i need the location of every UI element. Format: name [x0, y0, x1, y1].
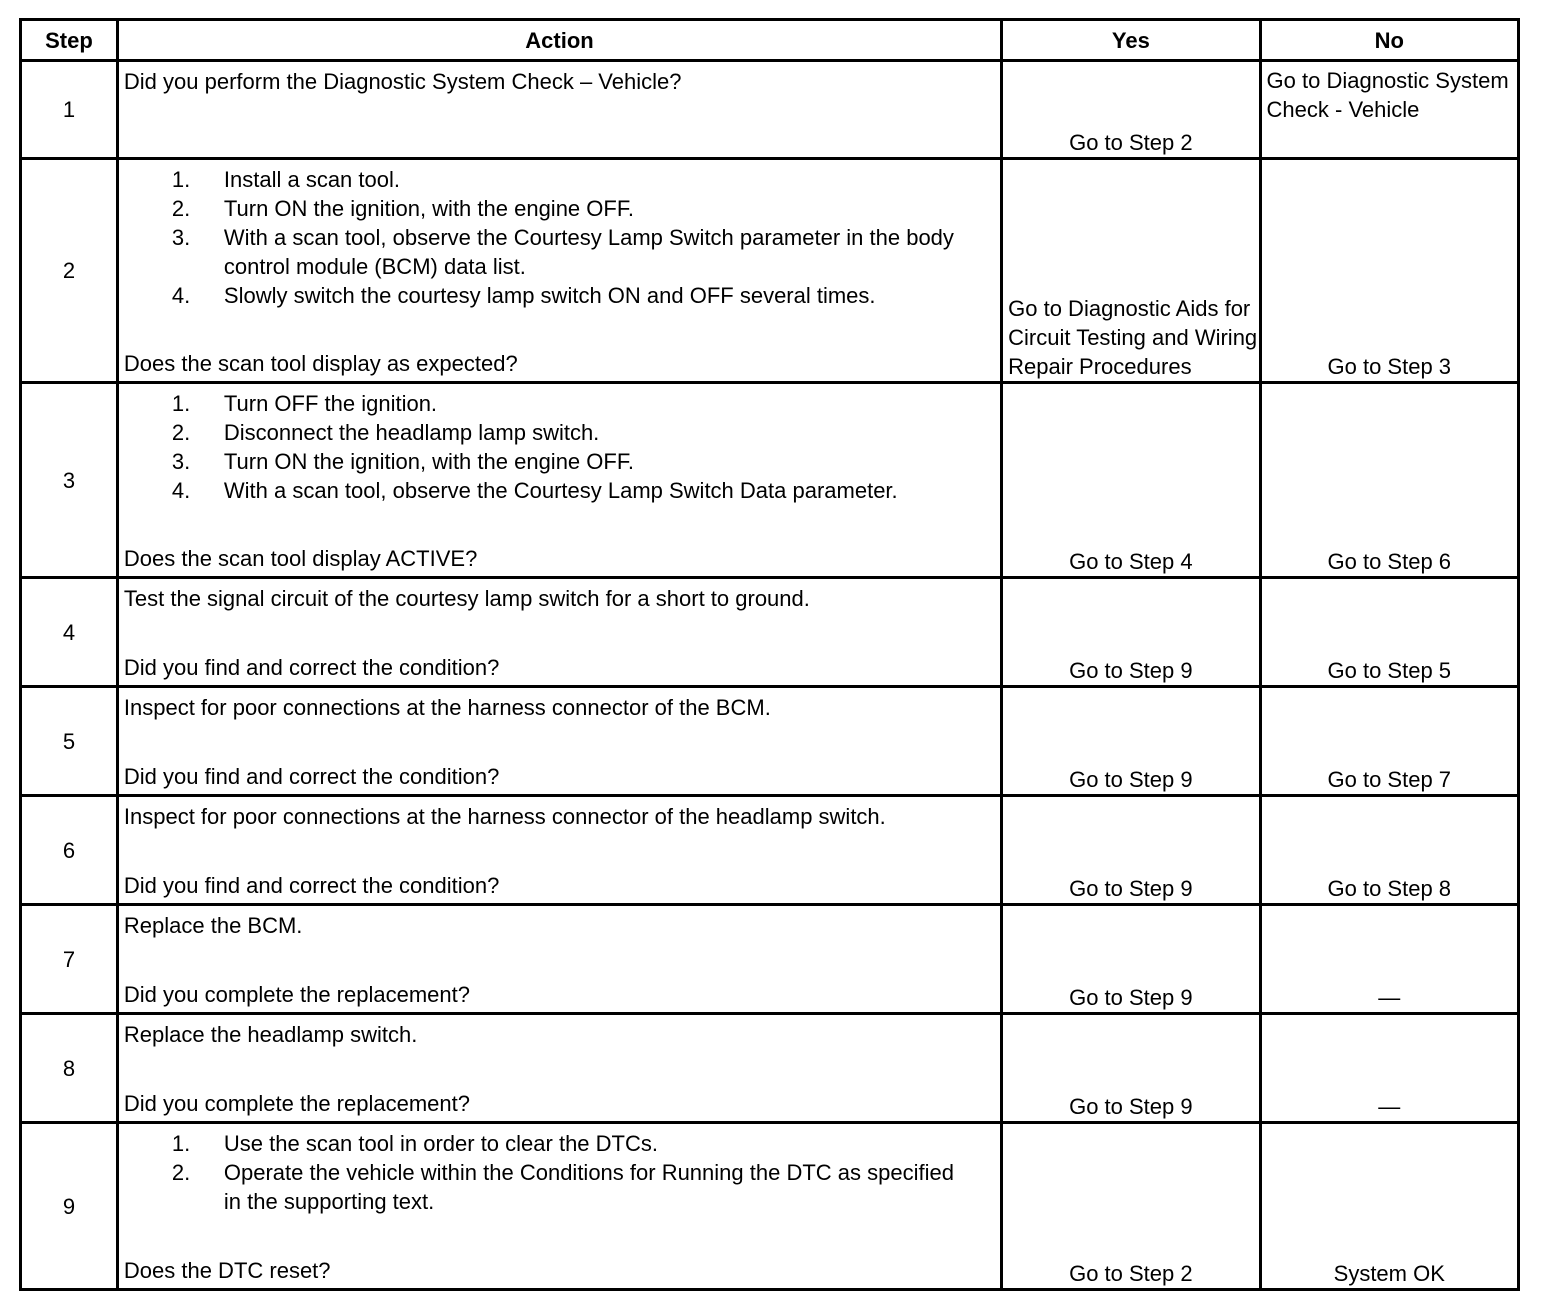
action-question: Did you complete the replacement? [123, 982, 470, 1007]
header-yes: Yes [1002, 20, 1260, 61]
action-intro: Inspect for poor connections at the harness connector of the headlamp switch. [123, 804, 886, 829]
no-cell: Go to Diagnostic System Check - Vehicle [1260, 61, 1518, 159]
step-number: 8 [21, 1014, 118, 1123]
no-cell: Go to Step 8 [1260, 796, 1518, 905]
table-row [21, 1123, 1519, 1290]
no-dash: — [1378, 1094, 1401, 1119]
action-question: Did you find and correct the condition? [123, 764, 500, 789]
action-cell [117, 578, 1001, 687]
list-item: 2. Turn ON the ignition, with the engine OFF. [171, 196, 634, 221]
list-item: 4. With a scan tool, observe the Courtesy Lamp Switch Data parameter. [171, 478, 898, 503]
no-cell [1260, 905, 1518, 1014]
header-step: Step [21, 20, 118, 61]
header-no: No [1260, 20, 1518, 61]
no-cell: Go to Step 5 [1260, 578, 1518, 687]
yes-cell: Go to Step 2 [1002, 1123, 1260, 1290]
action-question: Did you find and correct the condition? [123, 873, 500, 898]
action-cell [117, 61, 1001, 159]
yes-cell: Go to Step 9 [1002, 905, 1260, 1014]
list-item: 3. Turn ON the ignition, with the engine OFF. [171, 449, 634, 474]
step-number: 5 [21, 687, 118, 796]
table-row [21, 61, 1519, 159]
action-question: Does the scan tool display as expected? [123, 351, 518, 376]
table-row [21, 383, 1519, 578]
action-intro: Inspect for poor connections at the harness connector of the BCM. [123, 695, 771, 720]
action-question: Does the scan tool display ACTIVE? [123, 546, 478, 571]
list-item: 4. Slowly switch the courtesy lamp switch ON and OFF several times. [171, 283, 876, 308]
action-cell [117, 796, 1001, 905]
no-cell: Go to Step 3 [1260, 159, 1518, 383]
action-intro: Did you perform the Diagnostic System Check – Vehicle? [123, 69, 682, 94]
list-item: 1. Use the scan tool in order to clear the DTCs. [171, 1131, 658, 1156]
action-intro: Replace the BCM. [123, 913, 303, 938]
list-item: 2. Disconnect the headlamp lamp switch. [171, 420, 600, 445]
table-row [21, 687, 1519, 796]
step-number: 7 [21, 905, 118, 1014]
action-question: Did you complete the replacement? [123, 1091, 470, 1116]
table-row [21, 796, 1519, 905]
step-number: 6 [21, 796, 118, 905]
yes-cell: Go to Step 2 [1002, 61, 1260, 159]
action-question: Did you find and correct the condition? [123, 655, 500, 680]
yes-cell: Go to Step 9 [1002, 1014, 1260, 1123]
action-cell [117, 383, 1001, 578]
table-row [21, 159, 1519, 383]
action-cell [117, 1014, 1001, 1123]
list-item: 2. Operate the vehicle within the Conditions for Running the DTC as specified in the supporting text. [171, 1160, 954, 1214]
header-action: Action [117, 20, 1001, 61]
table-row [21, 578, 1519, 687]
table-row [21, 905, 1519, 1014]
step-number: 9 [21, 1123, 118, 1290]
yes-cell: Go to Step 9 [1002, 578, 1260, 687]
yes-cell: Go to Step 4 [1002, 383, 1260, 578]
action-intro: Test the signal circuit of the courtesy lamp switch for a short to ground. [123, 586, 810, 611]
action-intro: Replace the headlamp switch. [123, 1022, 418, 1047]
yes-cell: Go to Step 9 [1002, 687, 1260, 796]
action-steps-list [124, 165, 995, 310]
table-row [21, 1014, 1519, 1123]
step-number: 1 [21, 61, 118, 159]
diagnostic-table [19, 18, 1520, 1291]
no-dash: — [1378, 985, 1401, 1010]
step-number: 4 [21, 578, 118, 687]
action-cell [117, 1123, 1001, 1290]
action-cell [117, 159, 1001, 383]
action-question: Does the DTC reset? [123, 1258, 331, 1283]
no-cell: Go to Step 6 [1260, 383, 1518, 578]
action-steps-list [124, 389, 995, 505]
step-number: 3 [21, 383, 118, 578]
list-item: 1. Turn OFF the ignition. [171, 391, 438, 416]
yes-cell: Go to Diagnostic Aids for Circuit Testing and Wiring Repair Procedures [1002, 159, 1260, 383]
list-item: 3. With a scan tool, observe the Courtesy Lamp Switch parameter in the body control module (BCM) data list. [171, 225, 954, 279]
no-cell [1260, 1014, 1518, 1123]
no-cell: Go to Step 7 [1260, 687, 1518, 796]
header-row [21, 20, 1519, 61]
step-number: 2 [21, 159, 118, 383]
action-cell [117, 905, 1001, 1014]
no-cell: System OK [1260, 1123, 1518, 1290]
action-cell [117, 687, 1001, 796]
yes-cell: Go to Step 9 [1002, 796, 1260, 905]
action-steps-list [124, 1129, 995, 1216]
list-item: 1. Install a scan tool. [171, 167, 400, 192]
